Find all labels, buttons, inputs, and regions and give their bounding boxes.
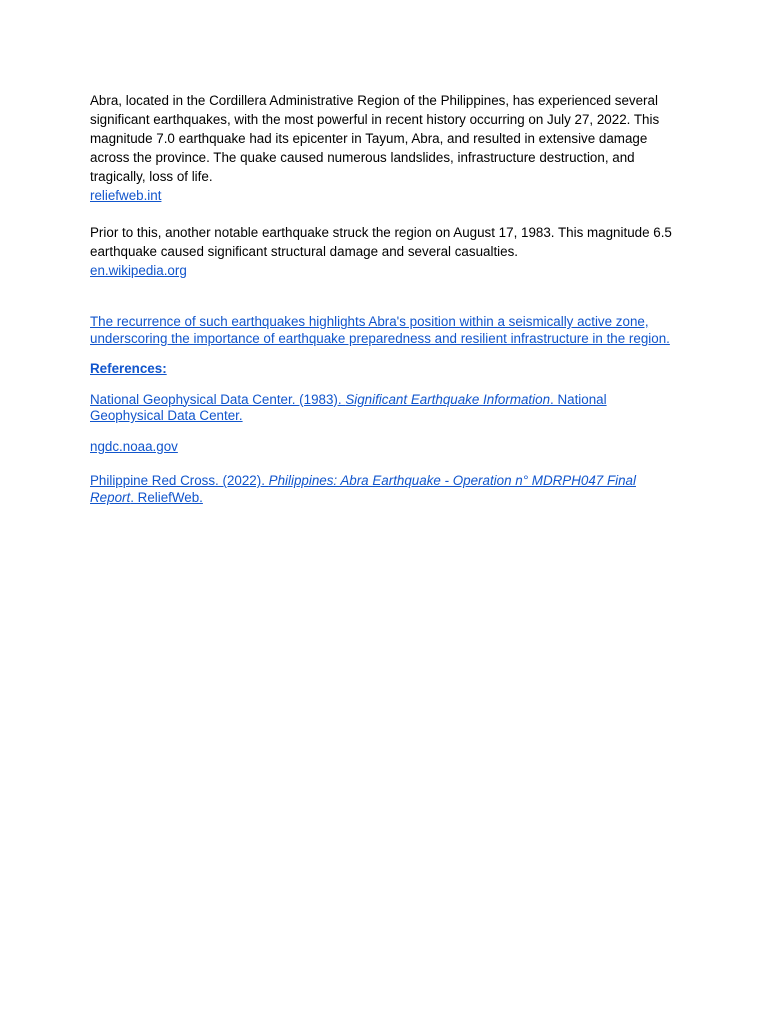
reference-title: Significant Earthquake Information xyxy=(345,391,551,407)
paragraph-1983-earthquake: Prior to this, another notable earthquake struck the region on August 17, 1983. This magnitude 6.5 earthquake caused significant structural damage and several casualties. xyxy=(90,225,672,259)
reference-item-red-cross[interactable] xyxy=(90,473,682,506)
paragraph-recurrence-link[interactable]: The recurrence of such earthquakes highlights Abra's position within a seismically active zone, underscoring the importance of earthquake preparedness and resilient infrastructure in the region. xyxy=(90,314,670,346)
spacer xyxy=(90,378,682,392)
reference-suffix: . ReliefWeb. xyxy=(130,489,203,505)
source-link-ngdc[interactable]: ngdc.noaa.gov xyxy=(90,438,178,454)
references-heading[interactable]: References: xyxy=(90,361,167,376)
spacer xyxy=(90,205,682,223)
spacer xyxy=(90,425,682,439)
paragraph-2022-earthquake: Abra, located in the Cordillera Administrative Region of the Philippines, has experienced several significant earthquakes, with the most powerful in recent history occurring on July 27, 2022. This magnitude 7.0 earthquake had its epicenter in Tayum, Abra, and resulted in extensive damage across the province. The quake caused numerous landslides, infrastructure destruction, and tragically, loss of life. xyxy=(90,93,660,184)
reference-prefix: National Geophysical Data Center. (1983). xyxy=(90,391,346,407)
reference-item-ngdc[interactable] xyxy=(90,392,682,425)
spacer xyxy=(90,455,682,473)
source-link-reliefweb[interactable]: reliefweb.int xyxy=(90,188,162,203)
spacer xyxy=(90,280,682,314)
reference-prefix: Philippine Red Cross. (2022). xyxy=(90,473,269,488)
spacer xyxy=(90,347,682,361)
source-link-wikipedia[interactable]: en.wikipedia.org xyxy=(90,263,187,278)
reference-title: Philippines: Abra Earthquake - Operation n° MDRPH047 Final Report xyxy=(90,473,636,505)
document-body xyxy=(90,91,682,506)
reference-suffix: . National Geophysical Data Center. xyxy=(90,391,607,423)
